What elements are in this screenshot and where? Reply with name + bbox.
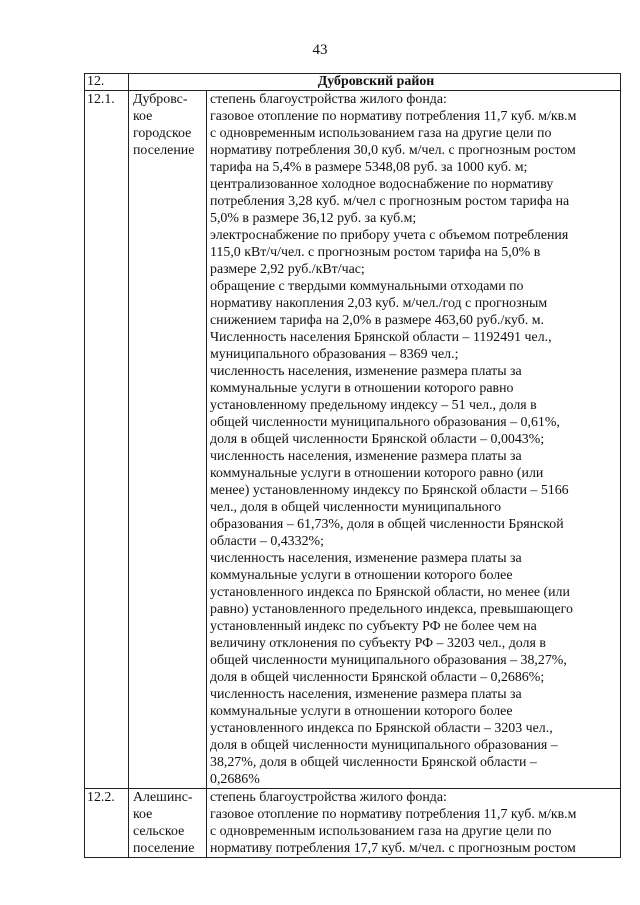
section-title: Дубровский район [129,74,621,91]
description-line: коммунальные услуги в отношении которого более [210,704,513,719]
page-number: 43 [312,42,328,58]
description-line: нормативу накопления 2,03 куб. м/чел./год с прогнозным [210,296,548,311]
description-line: численность населения, изменение размера платы за [210,449,522,464]
description-line: области – 0,4332%; [210,534,324,549]
description-line: 38,27%, доля в общей численности Брянской области – [210,755,537,770]
description-line: размере 2,92 руб./кВт/час; [210,262,365,277]
description-line: менее) установленному индексу по Брянской области – 5166 [210,483,569,498]
description-line: установленного индекса по Брянской области – 3203 чел., [210,721,553,736]
municipal-data-table [84,73,621,858]
row-description [207,789,621,858]
description-line: величину отклонения по субъекту РФ – 3203 чел., доля в [210,636,546,651]
description-line: коммунальные услуги в отношении которого равно (или [210,466,544,481]
description-line: снижением тарифа на 2,0% в размере 463,60 руб./куб. м. [210,313,544,328]
description-line: численность населения, изменение размера платы за [210,687,522,702]
municipality-name-line: кое [133,807,153,822]
description-line: газовое отопление по нормативу потребления 11,7 куб. м/кв.м [210,109,577,124]
description-line: муниципального образования – 8369 чел.; [210,347,459,362]
description-line: потребления 3,28 куб. м/чел с прогнозным ростом тарифа на [210,194,570,209]
description-line: 115,0 кВт/ч/чел. с прогнозным ростом тарифа на 5,0% в [210,245,541,260]
description-line: установленного индекса по Брянской области, но менее (или [210,585,570,600]
description-line: газовое отопление по нормативу потребления 11,7 куб. м/кв.м [210,807,577,822]
municipality-name [129,789,207,858]
municipality-name-line: Дубровс- [133,92,188,107]
municipality-name-line: городское [133,126,192,141]
description-line: коммунальные услуги в отношении которого равно [210,381,514,396]
description-line: электроснабжение по прибору учета с объемом потребления [210,228,569,243]
description-line: общей численности муниципального образования – 0,61%, [210,415,560,430]
description-line: степень благоустройства жилого фонда: [210,92,447,107]
row-number: 12.1. [85,91,129,789]
description-line: нормативу потребления 30,0 куб. м/чел. с прогнозным ростом [210,143,576,158]
description-line: доля в общей численности муниципального образования – [210,738,558,753]
description-line: Численность населения Брянской области – 1192491 чел., [210,330,552,345]
table-row [85,91,621,789]
section-number: 12. [85,74,129,91]
row-number: 12.2. [85,789,129,858]
description-line: 0,2686% [210,772,260,787]
municipality-name-line: кое [133,109,153,124]
row-description [207,91,621,789]
municipality-name [129,91,207,789]
description-line: установленный индекс по субъекту РФ не более чем на [210,619,537,634]
municipality-name-line: поселение [133,143,195,158]
description-line: доля в общей численности Брянской области – 0,2686%; [210,670,545,685]
description-line: тарифа на 5,4% в размере 5348,08 руб. за 1000 куб. м; [210,160,528,175]
description-line: обращение с твердыми коммунальными отходами по [210,279,524,294]
municipality-name-line: поселение [133,841,195,856]
description-line: 5,0% в размере 36,12 руб. за куб.м; [210,211,417,226]
description-line: численность населения, изменение размера платы за [210,364,522,379]
description-line: численность населения, изменение размера платы за [210,551,522,566]
description-line: доля в общей численности Брянской области – 0,0043%; [210,432,545,447]
description-line: общей численности муниципального образования – 38,27%, [210,653,567,668]
description-line: нормативу потребления 17,7 куб. м/чел. с прогнозным ростом [210,841,576,856]
description-line: централизованное холодное водоснабжение по нормативу [210,177,554,192]
description-line: равно) установленного предельного индекса, превышающего [210,602,573,617]
description-line: степень благоустройства жилого фонда: [210,790,447,805]
description-line: установленному предельному индексу – 51 чел., доля в [210,398,537,413]
section-header-row [85,74,621,91]
description-line: чел., доля в общей численности муниципального [210,500,502,515]
description-line: образования – 61,73%, доля в общей численности Брянской [210,517,564,532]
description-line: коммунальные услуги в отношении которого более [210,568,513,583]
municipality-name-line: Алешинс- [133,790,193,805]
table-row [85,789,621,858]
description-line: с одновременным использованием газа на другие цели по [210,824,552,839]
municipality-name-line: сельское [133,824,185,839]
description-line: с одновременным использованием газа на другие цели по [210,126,552,141]
